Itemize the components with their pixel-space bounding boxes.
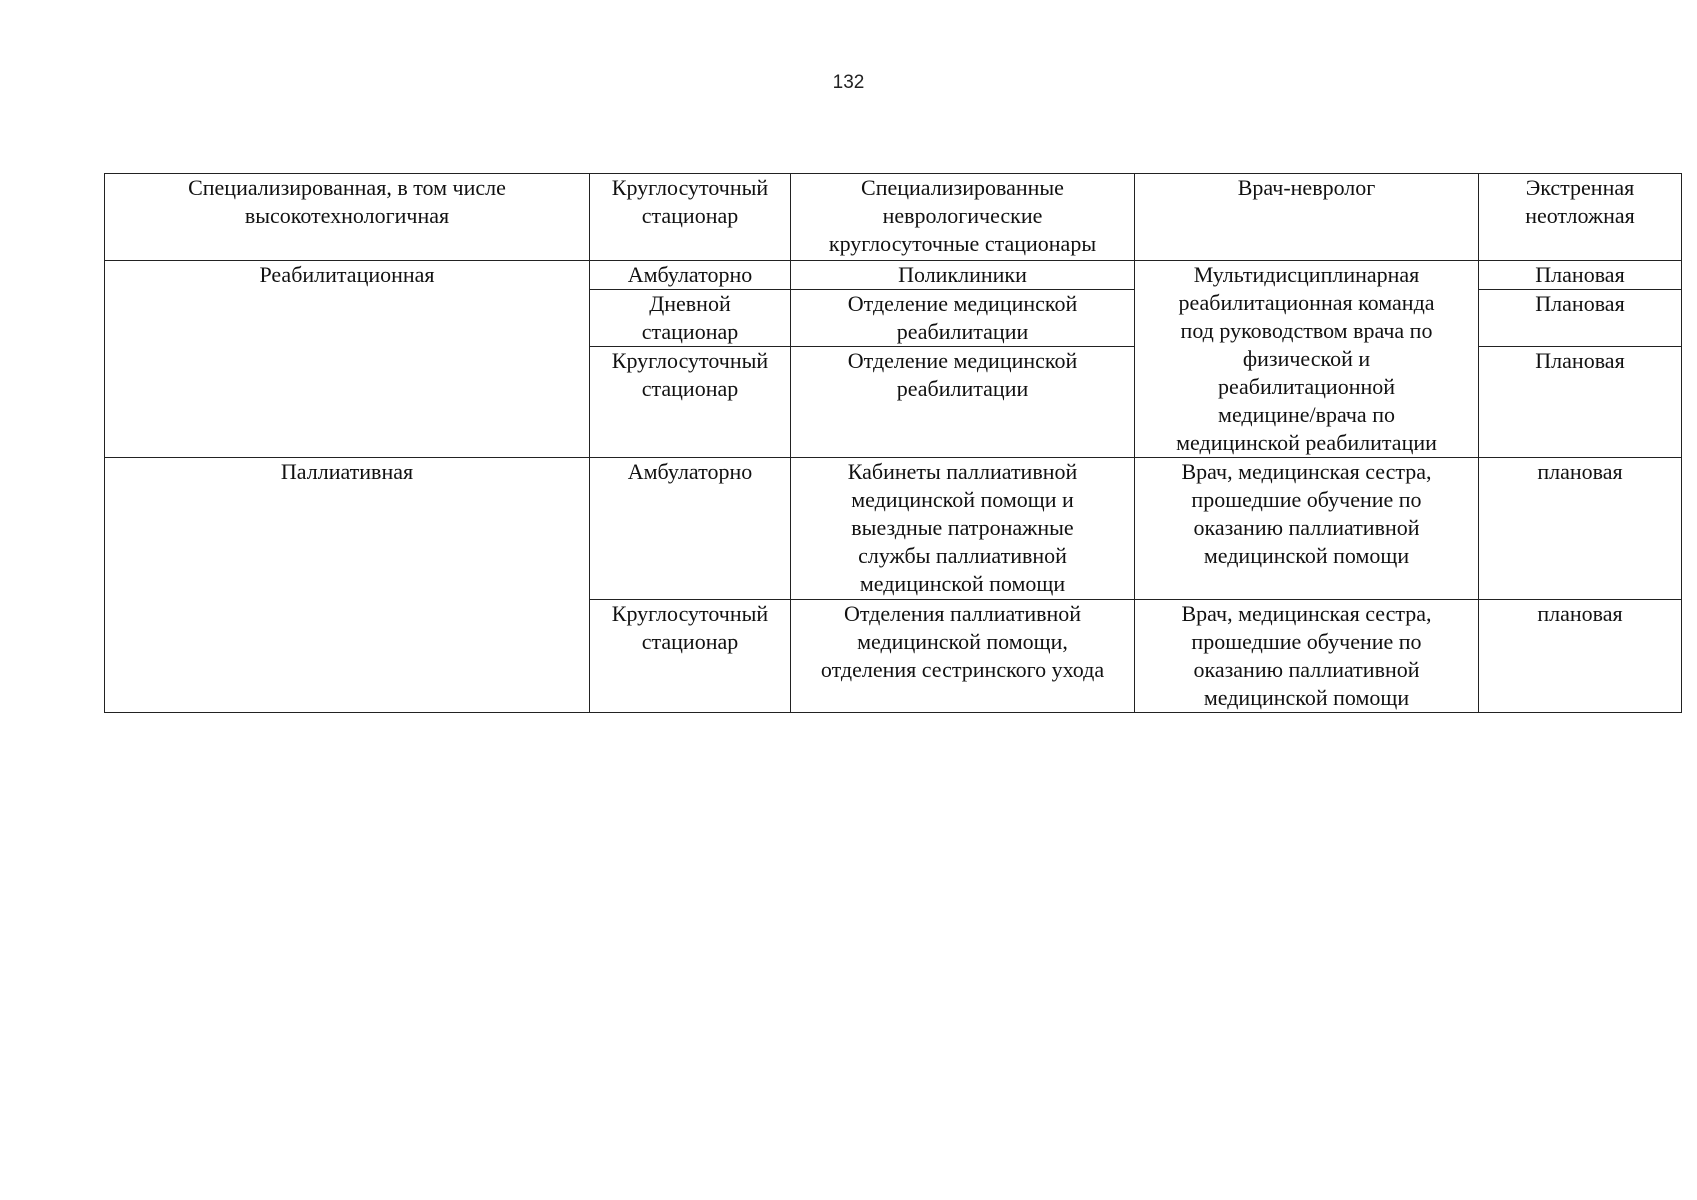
cell-care-condition: Дневной стационар: [590, 290, 791, 347]
page-number: 132: [832, 72, 865, 93]
cell-care-form: плановая: [1479, 458, 1682, 600]
cell-care-condition: Круглосуточный стационар: [590, 600, 791, 713]
cell-care-condition: Круглосуточный стационар: [590, 347, 791, 458]
cell-care-form: плановая: [1479, 600, 1682, 713]
cell-care-place: Отделение медицинской реабилитации: [791, 347, 1135, 458]
cell-care-place: Специализированные неврологические круглосуточные стационары: [791, 174, 1135, 261]
cell-care-staff: Врач, медицинская сестра, прошедшие обучение по оказанию паллиативной медицинской помощи: [1135, 458, 1479, 600]
cell-care-type-rehab: Реабилитационная: [105, 261, 590, 458]
cell-care-place: Отделение медицинской реабилитации: [791, 290, 1135, 347]
care-types-table: [104, 173, 1682, 713]
cell-care-type-palliative: Паллиативная: [105, 458, 590, 713]
cell-care-place: Отделения паллиативной медицинской помощи, отделения сестринского ухода: [791, 600, 1135, 713]
cell-care-staff: Врач-невролог: [1135, 174, 1479, 261]
cell-care-condition: Амбулаторно: [590, 458, 791, 600]
cell-care-place: Поликлиники: [791, 261, 1135, 290]
table-row-specialized: [105, 174, 1682, 261]
cell-care-place: Кабинеты паллиативной медицинской помощи и выездные патронажные службы паллиативной медицинской помощи: [791, 458, 1135, 600]
cell-care-condition: Амбулаторно: [590, 261, 791, 290]
cell-rehab-team: Мультидисциплинарная реабилитационная команда под руководством врача по физической и реабилитационной медицине/врача по медицинской реабилитации: [1135, 261, 1479, 458]
cell-care-staff: Врач, медицинская сестра, прошедшие обучение по оказанию паллиативной медицинской помощи: [1135, 600, 1479, 713]
cell-care-condition: Круглосуточный стационар: [590, 174, 791, 261]
table-row-rehab-ambulatory: [105, 261, 1682, 290]
table-row-palliative-ambulatory: [105, 458, 1682, 600]
cell-care-form: Плановая: [1479, 290, 1682, 347]
cell-care-form: Плановая: [1479, 347, 1682, 458]
cell-care-type: Специализированная, в том числе высокотехнологичная: [105, 174, 590, 261]
cell-care-form: Плановая: [1479, 261, 1682, 290]
cell-care-form: Экстренная неотложная: [1479, 174, 1682, 261]
